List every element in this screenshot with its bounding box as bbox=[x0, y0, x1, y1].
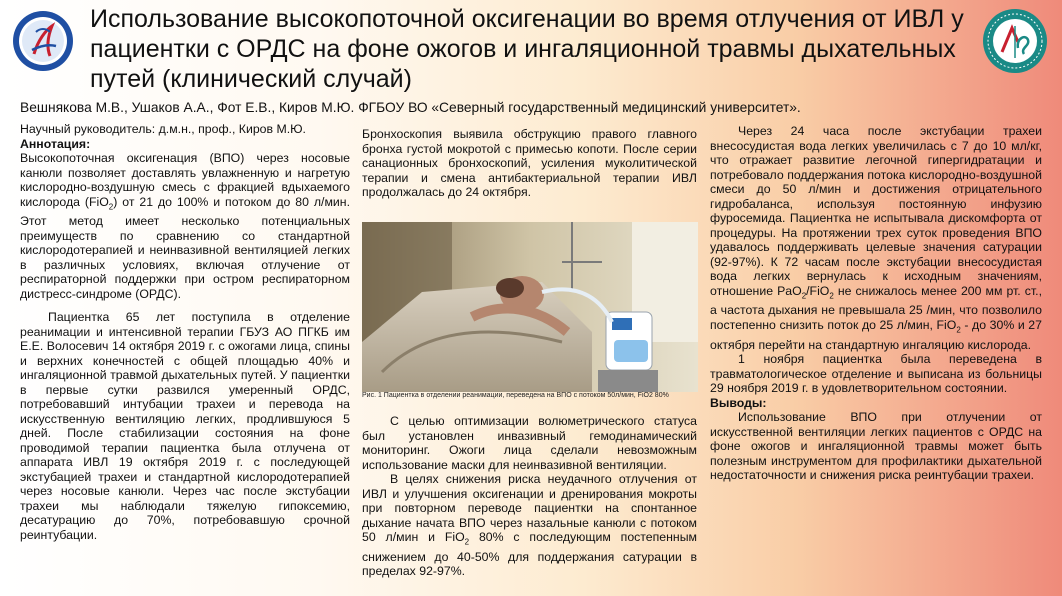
bronchoscopy-paragraph: Бронхоскопия выявила обструкцию правого главного бронха густой мокротой с примесью копоти. После серии санационных бронхоскопий, усиления муколитической терапии и смена антибактериальной терапии ИВЛ продолжалась до 24 октября. bbox=[362, 127, 697, 199]
anesthesiology-society-emblem-icon bbox=[982, 8, 1048, 74]
university-emblem-icon bbox=[12, 10, 74, 72]
authors-line: Вешнякова М.В., Ушаков А.А., Фот Е.В., Киров М.Ю. ФГБОУ ВО «Северный государственный медицинский университет». bbox=[20, 100, 801, 115]
conclusions-heading: Выводы: bbox=[710, 395, 767, 410]
figure-caption: Рис. 1 Пациентка в отделении реанимации, переведена на ВПО с потоком 50л/мин, FiO2 80% bbox=[362, 392, 669, 399]
abstract-paragraph: Высокопоточная оксигенация (ВПО) через носовые канюли позволяет доставлять увлажненную и нагретую кислородно-воздушную смесь с фракцией вдыхаемого кислорода (FiO$_2$) от 21 до 100% и потоком до 80 л/мин. Этот метод имеет несколько потенциальных преимуществ по сравнению со стандартной кислородотерапией и неинвазивной вентиляцией легких в различных условиях, включая отлучение от респираторной поддержки при остром респираторном дистресс-синдроме (ОРДС). bbox=[20, 151, 350, 301]
middle-lower-column bbox=[362, 414, 697, 579]
conclusions-paragraph: Использование ВПО при отлучении от искусственной вентиляции легких пациентов с ОРДС на фоне ожогов и ингаляционной травмы может быть полезным инструментом для профилактики дыхательной недостаточности и снижения риска реинтубации трахеи. bbox=[710, 410, 1042, 483]
case-paragraph: Пациентка 65 лет поступила в отделение реанимации и интенсивной терапии ГБУЗ АО ПГКБ им Е.Е. Волосевич 14 октября 2019 г. с ожогами лица, спины и верхних конечностей с общей площадью 40% и ингаляционной травмой дыхательных путей. У пациентки в первые сутки развился умеренный ОРДС, потребовавший интубации трахеи и перевода на искусственную вентиляцию легких, продлившуюся 5 дней. После стабилизации состояния на фоне проводимой терапии пациентка была отлучена от аппарата ИВЛ 19 октября 2019 г. с последующей экстубацией трахеи и стандартной кислородотерапией через носовые канюли. Через час после экстубации трахеи мы наблюдали тяжелую гипоксемию, десатурацию до 70%, потребовавшую срочной реинтубации. bbox=[20, 310, 350, 542]
left-column bbox=[20, 122, 350, 542]
poster-title: Использование высокопоточной оксигенации во время отлучения от ИВЛ у пациентки с ОРДС на фоне ожогов и ингаляционной травмы дыхательных путей (клинический случай) bbox=[90, 5, 964, 93]
supervisor-line: Научный руководитель: д.м.н., проф., Киров М.Ю. bbox=[20, 122, 306, 136]
weaning-paragraph: В целях снижения риска неудачного отлучения от ИВЛ и улучшения оксигенации и дренирования мокроты при повторном переводе пациентки на спонтанное дыхание начата ВПО через назальные канюли с потоком 50 л/мин и FiO$_2$ 80% с последующим постепенным снижением до 40-50% для поддержания сатурации в пределах 92-97%. bbox=[362, 472, 698, 579]
patient-in-icu-photo bbox=[362, 222, 698, 392]
right-column bbox=[710, 124, 1042, 483]
optimization-paragraph: С целью оптимизации волюметрического статуса был установлен инвазивный гемодинамический мониторинг. Ожоги лица сделали невозможным использование маски для неинвазивной вентиляции. bbox=[362, 414, 697, 472]
transfer-paragraph: 1 ноября пациентка была переведена в травматологическое отделение и выписана из больницы 29 ноября 2019 г. в удовлетворительном состоянии. bbox=[710, 352, 1042, 396]
after-extubation-paragraph: Через 24 часа после экстубации трахеи внесосудистая вода легких увеличилась с 7 до 10 мл/кг, что отражает развитие легочной гипергидратации и потребовало поддержания потока кислородно-воздушной смеси до 50 л/мин и достижения отрицательного гидробаланса, используя постоянную инфузию фуросемида. Пациентка не испытывала дискомфорта от процедуры. На протяжении трех суток проведения ВПО удавалось поддерживать целевые значения сатурации (92-97%). К 72 часам после экстубации внесосудистая вода легких вернулась к исходным значениям, отношение PaO$_2$/FiO$_2$ не снижалось менее 200 мм рт. ст., а частота дыхания не превышала 25 /мин, что позволило постепенно снизить поток до 25 л/мин, FiO$_2$ - до 30% и 27 октября перейти на стандартную ингаляцию кислорода. bbox=[710, 124, 1042, 352]
abstract-heading: Аннотация: bbox=[20, 136, 91, 151]
